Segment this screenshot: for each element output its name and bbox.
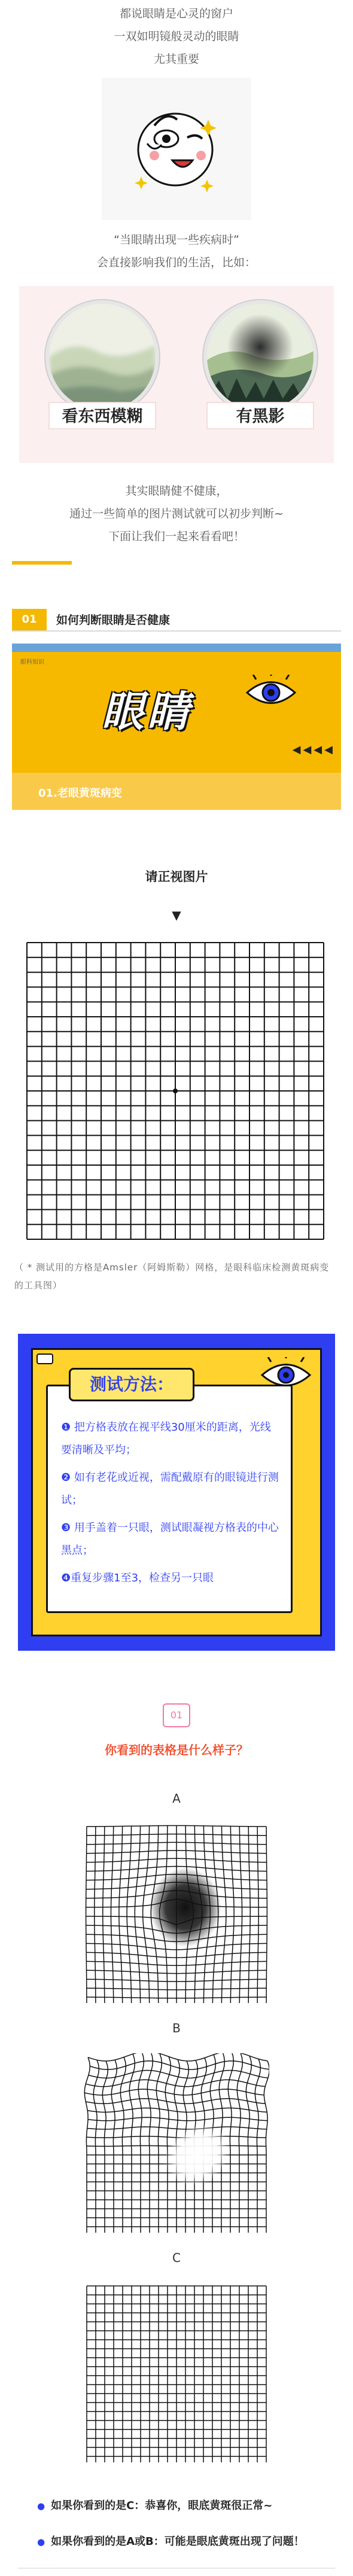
- explain-section: [0, 480, 353, 548]
- result-item-c: ● 如果你看到的是C：恭喜你，眼底黄斑很正常~: [37, 2496, 353, 2516]
- section-title: 如何判断眼睛是否健康: [56, 614, 171, 627]
- eye-icon: [244, 675, 298, 711]
- results-list: [37, 2496, 353, 2552]
- bottom-divider: [18, 2568, 335, 2569]
- section-header: [12, 608, 341, 632]
- normal-grid-c: [84, 2283, 269, 2462]
- method-step: ❷ 如有老花或近视，需配戴原有的眼镜进行测试；: [61, 1471, 279, 1507]
- amsler-grid: [19, 941, 334, 1240]
- eye-banner: [12, 644, 341, 773]
- intro-section: [0, 0, 353, 274]
- wavy-grid-b: [84, 2053, 269, 2233]
- blurred-landscape-icon: [45, 300, 159, 414]
- symptom-panel: [19, 286, 334, 463]
- method-card: [18, 1334, 335, 1651]
- option-letter-c: C: [172, 2251, 181, 2265]
- banner-tag: 眼科知识: [20, 659, 44, 666]
- method-card-inner: [31, 1348, 322, 1636]
- explain-line-1: 其实眼睛健不健康，: [125, 484, 228, 498]
- question-text: 你看到的表格是什么样子？: [105, 1743, 248, 1757]
- peeking-face-icon: [130, 96, 220, 197]
- banner-word: 眼睛: [102, 687, 193, 736]
- look-title: 请正视图片: [145, 870, 208, 884]
- section-number: 01: [12, 609, 47, 630]
- option-letter-a: A: [172, 1791, 181, 1806]
- amsler-note: （ * 测试用的方格是Amsler（阿姆斯勒）网格，是眼科临床检测黄斑病变的工具图）: [14, 1262, 330, 1291]
- yellow-divider: [12, 561, 72, 565]
- symptom-label-blurry: 看东西模糊: [48, 402, 156, 429]
- banner-triangles: ◀◀◀◀: [292, 743, 335, 756]
- window-icon: [36, 1353, 53, 1364]
- explain-line-3: 下面让我们一起来看看吧！: [108, 530, 245, 543]
- symptom-label-shadow: 有黑影: [206, 402, 314, 429]
- arrow-down-icon: ▼: [172, 908, 181, 922]
- intro-line-3: 尤其重要: [153, 53, 199, 66]
- dark-shadow-landscape-icon: [203, 300, 317, 414]
- method-step: ❹重复步骤1至3，检查另一只眼: [61, 1572, 214, 1584]
- intro-quote: “当眼睛出现一些疾病时”: [114, 233, 239, 246]
- result-item-ab: ● 如果你看到的是A或B：可能是眼底黄斑出现了问题！: [37, 2532, 353, 2552]
- intro-line-1: 都说眼睛是心灵的窗户: [119, 7, 233, 20]
- intro-quote-follow: 会直接影响我们的生活，比如：: [96, 256, 256, 269]
- question-number-badge: 01: [163, 1703, 190, 1727]
- method-steps-box: [46, 1385, 293, 1613]
- emoji-illustration: [102, 78, 251, 220]
- explain-line-2: 通过一些简单的图片测试就可以初步判断~: [69, 507, 284, 520]
- option-letter-b: B: [172, 2021, 181, 2035]
- banner-strip: [12, 644, 341, 652]
- method-step: ❸ 用手盖着一只眼，测试眼凝视方格表的中心黑点；: [61, 1522, 279, 1557]
- method-step: ❶ 把方格表放在视平线30厘米的距离，光线要清晰及平均；: [61, 1421, 271, 1456]
- method-title: 测试方法：: [69, 1368, 194, 1401]
- distorted-grid-a: [84, 1824, 269, 2003]
- symptom-card-blurry: [34, 300, 171, 456]
- sub-banner-title: 01.老眼黄斑病变: [38, 787, 122, 800]
- intro-line-2: 一双如明镜般灵动的眼睛: [114, 30, 239, 43]
- sub-banner: [12, 773, 341, 810]
- symptom-card-shadow: [191, 300, 329, 456]
- method-steps: [48, 1386, 291, 1590]
